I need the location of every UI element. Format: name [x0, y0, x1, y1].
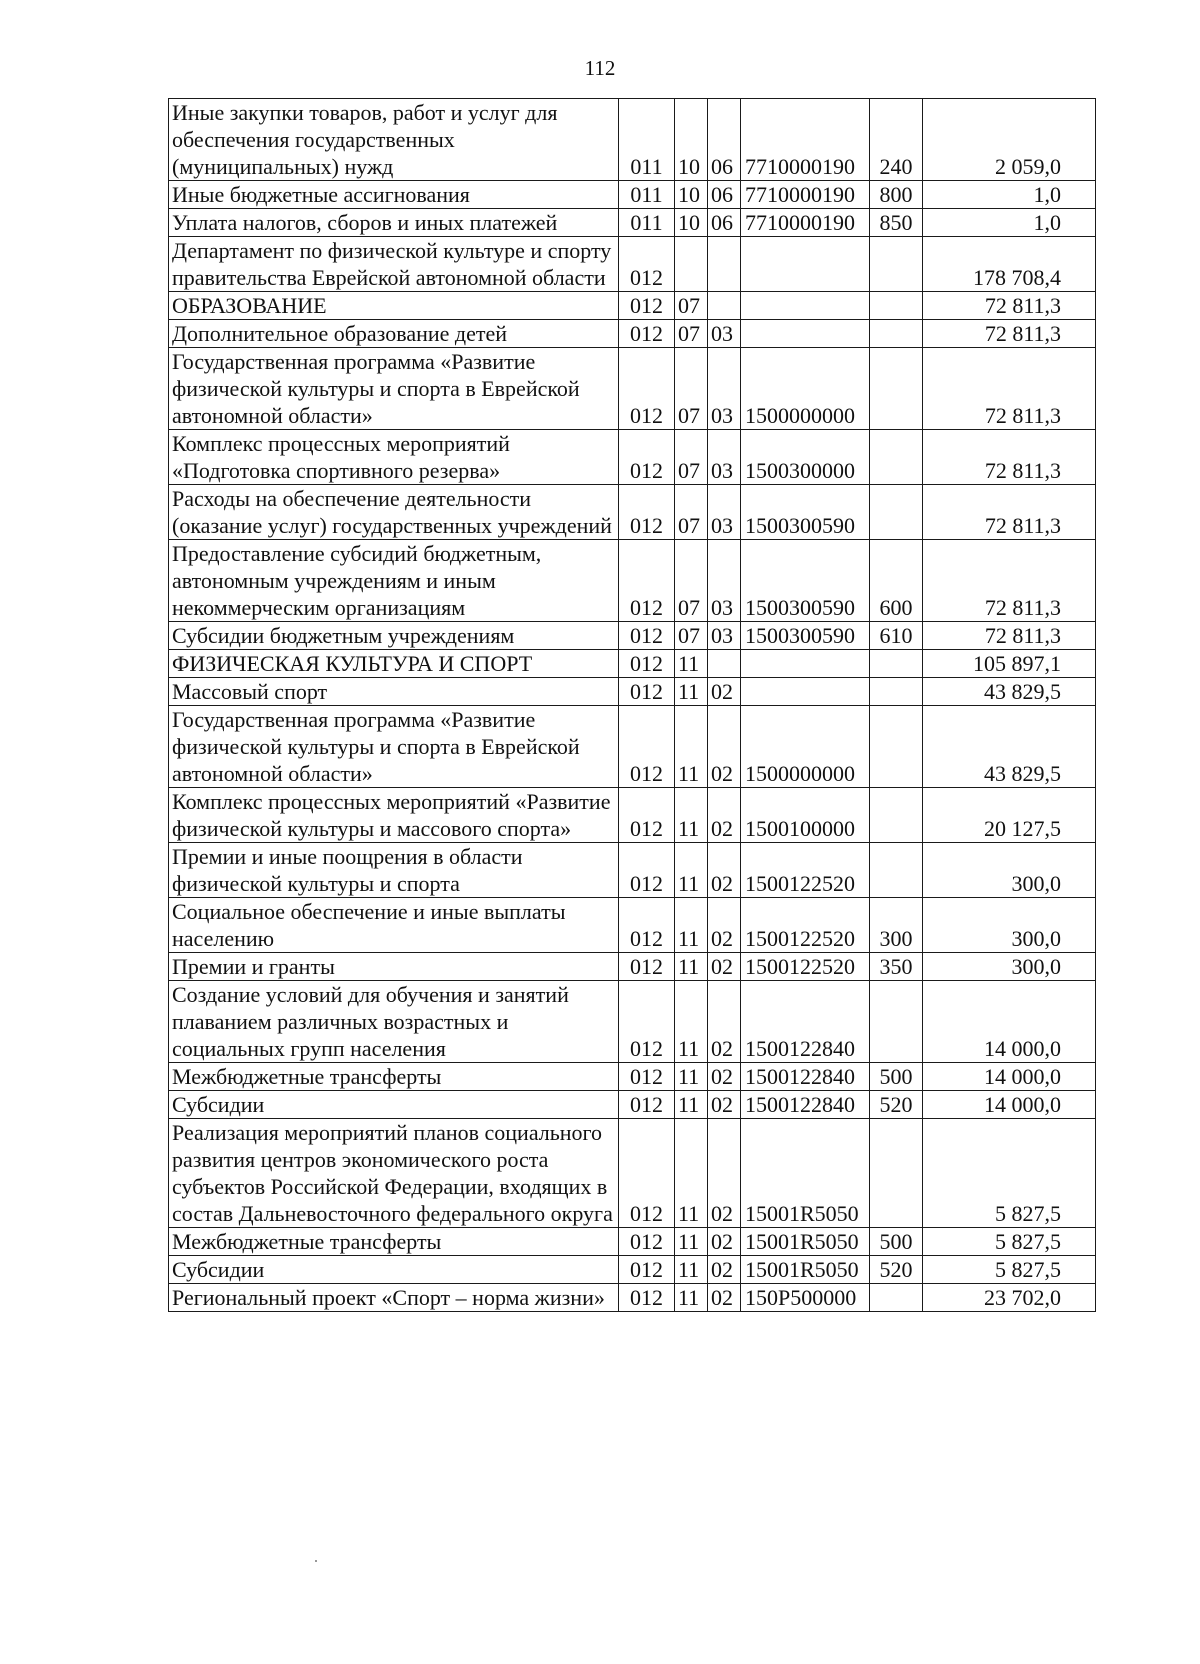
row-pr-cell: 06: [708, 209, 741, 237]
row-pr-cell: 03: [708, 622, 741, 650]
row-ved-cell: 012: [619, 953, 675, 981]
row-ved-cell: 012: [619, 320, 675, 348]
row-name-cell: Иные закупки товаров, работ и услуг для обеспечения государственных (муниципальных) нужд: [169, 99, 619, 181]
row-csr-cell: 1500000000: [741, 348, 870, 430]
row-rz-cell: 11: [675, 953, 708, 981]
row-pr-cell: 03: [708, 430, 741, 485]
row-sum-cell: 5 827,5: [923, 1119, 1096, 1228]
row-sum-cell: 43 829,5: [923, 706, 1096, 788]
row-vr-cell: 850: [870, 209, 923, 237]
row-rz-cell: 07: [675, 622, 708, 650]
row-rz-cell: 11: [675, 1063, 708, 1091]
row-ved-cell: 012: [619, 485, 675, 540]
row-name-cell: Предоставление субсидий бюджетным, автономным учреждениям и иным некоммерческим организациям: [169, 540, 619, 622]
table-row: [169, 650, 1096, 678]
row-rz-cell: 11: [675, 1256, 708, 1284]
row-name-cell: Межбюджетные трансферты: [169, 1228, 619, 1256]
row-name-cell: Создание условий для обучения и занятий плаванием различных возрастных и социальных групп населения: [169, 981, 619, 1063]
row-sum-cell: 20 127,5: [923, 788, 1096, 843]
row-vr-cell: [870, 706, 923, 788]
row-name-cell: ОБРАЗОВАНИЕ: [169, 292, 619, 320]
table-row: [169, 1228, 1096, 1256]
row-name-cell: Социальное обеспечение и иные выплаты населению: [169, 898, 619, 953]
row-csr-cell: 7710000190: [741, 209, 870, 237]
row-pr-cell: 02: [708, 1091, 741, 1119]
table-row: [169, 1119, 1096, 1228]
row-ved-cell: 012: [619, 1228, 675, 1256]
row-vr-cell: [870, 843, 923, 898]
row-name-cell: Субсидии: [169, 1256, 619, 1284]
table-row: [169, 706, 1096, 788]
row-name-cell: Расходы на обеспечение деятельности (оказание услуг) государственных учреждений: [169, 485, 619, 540]
row-pr-cell: 03: [708, 485, 741, 540]
row-csr-cell: 7710000190: [741, 99, 870, 181]
row-sum-cell: 72 811,3: [923, 320, 1096, 348]
row-csr-cell: 1500100000: [741, 788, 870, 843]
row-rz-cell: 11: [675, 706, 708, 788]
row-ved-cell: 012: [619, 430, 675, 485]
row-pr-cell: [708, 650, 741, 678]
table-row: [169, 1091, 1096, 1119]
row-pr-cell: 02: [708, 788, 741, 843]
row-ved-cell: 012: [619, 237, 675, 292]
row-ved-cell: 012: [619, 843, 675, 898]
row-csr-cell: 1500300590: [741, 540, 870, 622]
row-vr-cell: [870, 237, 923, 292]
row-csr-cell: 15001R5050: [741, 1228, 870, 1256]
row-sum-cell: 72 811,3: [923, 622, 1096, 650]
row-pr-cell: 03: [708, 348, 741, 430]
row-rz-cell: 11: [675, 898, 708, 953]
row-vr-cell: 800: [870, 181, 923, 209]
row-vr-cell: 240: [870, 99, 923, 181]
row-name-cell: Премии и гранты: [169, 953, 619, 981]
row-ved-cell: 012: [619, 348, 675, 430]
row-vr-cell: [870, 788, 923, 843]
table-row: [169, 540, 1096, 622]
row-csr-cell: 1500300590: [741, 485, 870, 540]
row-ved-cell: 012: [619, 981, 675, 1063]
row-rz-cell: 11: [675, 650, 708, 678]
row-csr-cell: 15001R5050: [741, 1119, 870, 1228]
row-ved-cell: 012: [619, 678, 675, 706]
row-ved-cell: 012: [619, 1091, 675, 1119]
row-rz-cell: 11: [675, 788, 708, 843]
row-csr-cell: 1500122840: [741, 1091, 870, 1119]
table-row: [169, 209, 1096, 237]
row-pr-cell: 06: [708, 99, 741, 181]
row-csr-cell: 1500122840: [741, 1063, 870, 1091]
row-name-cell: Государственная программа «Развитие физической культуры и спорта в Еврейской автономной области»: [169, 348, 619, 430]
row-rz-cell: 10: [675, 181, 708, 209]
row-sum-cell: 43 829,5: [923, 678, 1096, 706]
row-ved-cell: 012: [619, 1284, 675, 1312]
row-vr-cell: [870, 678, 923, 706]
row-sum-cell: 2 059,0: [923, 99, 1096, 181]
row-csr-cell: [741, 650, 870, 678]
table-row: [169, 1063, 1096, 1091]
row-pr-cell: 02: [708, 1284, 741, 1312]
row-vr-cell: [870, 348, 923, 430]
row-pr-cell: 06: [708, 181, 741, 209]
row-pr-cell: 02: [708, 706, 741, 788]
row-ved-cell: 012: [619, 1256, 675, 1284]
table-row: [169, 678, 1096, 706]
row-csr-cell: 150P500000: [741, 1284, 870, 1312]
row-vr-cell: [870, 1284, 923, 1312]
row-pr-cell: 02: [708, 843, 741, 898]
row-csr-cell: 15001R5050: [741, 1256, 870, 1284]
row-pr-cell: 02: [708, 898, 741, 953]
row-sum-cell: 300,0: [923, 898, 1096, 953]
table-row: [169, 320, 1096, 348]
table-row: [169, 898, 1096, 953]
row-rz-cell: 07: [675, 430, 708, 485]
row-vr-cell: [870, 981, 923, 1063]
row-sum-cell: 300,0: [923, 843, 1096, 898]
row-ved-cell: 012: [619, 622, 675, 650]
row-vr-cell: [870, 292, 923, 320]
row-csr-cell: 1500000000: [741, 706, 870, 788]
row-vr-cell: 600: [870, 540, 923, 622]
row-ved-cell: 011: [619, 99, 675, 181]
row-ved-cell: 012: [619, 1063, 675, 1091]
row-rz-cell: 11: [675, 843, 708, 898]
row-rz-cell: 10: [675, 99, 708, 181]
row-vr-cell: [870, 320, 923, 348]
row-pr-cell: [708, 292, 741, 320]
row-sum-cell: 14 000,0: [923, 1063, 1096, 1091]
table-row: [169, 953, 1096, 981]
row-pr-cell: 02: [708, 953, 741, 981]
row-sum-cell: 14 000,0: [923, 981, 1096, 1063]
row-sum-cell: 300,0: [923, 953, 1096, 981]
row-vr-cell: 300: [870, 898, 923, 953]
row-rz-cell: 11: [675, 1119, 708, 1228]
row-pr-cell: [708, 237, 741, 292]
row-sum-cell: 1,0: [923, 181, 1096, 209]
row-pr-cell: 02: [708, 678, 741, 706]
row-rz-cell: 07: [675, 348, 708, 430]
row-sum-cell: 72 811,3: [923, 348, 1096, 430]
row-sum-cell: 23 702,0: [923, 1284, 1096, 1312]
row-name-cell: Дополнительное образование детей: [169, 320, 619, 348]
row-sum-cell: 178 708,4: [923, 237, 1096, 292]
row-csr-cell: 1500122520: [741, 953, 870, 981]
row-vr-cell: [870, 650, 923, 678]
row-name-cell: Комплекс процессных мероприятий «Подготовка спортивного резерва»: [169, 430, 619, 485]
row-rz-cell: 07: [675, 485, 708, 540]
row-csr-cell: 7710000190: [741, 181, 870, 209]
row-sum-cell: 72 811,3: [923, 540, 1096, 622]
row-name-cell: ФИЗИЧЕСКАЯ КУЛЬТУРА И СПОРТ: [169, 650, 619, 678]
budget-table: [168, 98, 1096, 1312]
row-name-cell: Иные бюджетные ассигнования: [169, 181, 619, 209]
row-rz-cell: 11: [675, 1091, 708, 1119]
row-ved-cell: 012: [619, 650, 675, 678]
row-ved-cell: 012: [619, 1119, 675, 1228]
row-rz-cell: 11: [675, 678, 708, 706]
scan-speck: [315, 1560, 317, 1562]
row-csr-cell: 1500122520: [741, 898, 870, 953]
table-row: [169, 788, 1096, 843]
row-name-cell: Субсидии бюджетным учреждениям: [169, 622, 619, 650]
row-pr-cell: 02: [708, 1228, 741, 1256]
row-pr-cell: 03: [708, 540, 741, 622]
row-ved-cell: 012: [619, 540, 675, 622]
row-sum-cell: 72 811,3: [923, 430, 1096, 485]
row-ved-cell: 012: [619, 706, 675, 788]
row-vr-cell: 500: [870, 1063, 923, 1091]
page-number: 112: [584, 56, 616, 80]
table-row: [169, 348, 1096, 430]
row-csr-cell: [741, 320, 870, 348]
row-rz-cell: 10: [675, 209, 708, 237]
row-name-cell: Межбюджетные трансферты: [169, 1063, 619, 1091]
row-sum-cell: 72 811,3: [923, 485, 1096, 540]
row-vr-cell: 610: [870, 622, 923, 650]
row-csr-cell: 1500300000: [741, 430, 870, 485]
row-sum-cell: 14 000,0: [923, 1091, 1096, 1119]
row-csr-cell: 1500122840: [741, 981, 870, 1063]
row-ved-cell: 012: [619, 292, 675, 320]
row-rz-cell: 07: [675, 540, 708, 622]
row-csr-cell: [741, 678, 870, 706]
row-sum-cell: 5 827,5: [923, 1256, 1096, 1284]
row-vr-cell: 350: [870, 953, 923, 981]
table-row: [169, 981, 1096, 1063]
row-name-cell: Комплекс процессных мероприятий «Развитие физической культуры и массового спорта»: [169, 788, 619, 843]
budget-table-body: [169, 99, 1096, 1312]
row-name-cell: Региональный проект «Спорт – норма жизни»: [169, 1284, 619, 1312]
row-vr-cell: 520: [870, 1256, 923, 1284]
row-pr-cell: 02: [708, 981, 741, 1063]
row-csr-cell: [741, 292, 870, 320]
row-name-cell: Уплата налогов, сборов и иных платежей: [169, 209, 619, 237]
row-vr-cell: 520: [870, 1091, 923, 1119]
row-sum-cell: 72 811,3: [923, 292, 1096, 320]
table-row: [169, 843, 1096, 898]
row-rz-cell: [675, 237, 708, 292]
row-rz-cell: 11: [675, 1228, 708, 1256]
table-row: [169, 1256, 1096, 1284]
table-row: [169, 237, 1096, 292]
table-row: [169, 622, 1096, 650]
row-csr-cell: [741, 237, 870, 292]
row-rz-cell: 11: [675, 1284, 708, 1312]
row-csr-cell: 1500122520: [741, 843, 870, 898]
row-vr-cell: 500: [870, 1228, 923, 1256]
row-name-cell: Реализация мероприятий планов социального развития центров экономического роста субъектов Российской Федерации, входящих в состав Дальневосточного федерального округа: [169, 1119, 619, 1228]
row-sum-cell: 5 827,5: [923, 1228, 1096, 1256]
row-name-cell: Массовый спорт: [169, 678, 619, 706]
row-ved-cell: 012: [619, 898, 675, 953]
table-row: [169, 181, 1096, 209]
table-row: [169, 99, 1096, 181]
row-vr-cell: [870, 485, 923, 540]
row-name-cell: Субсидии: [169, 1091, 619, 1119]
row-pr-cell: 03: [708, 320, 741, 348]
row-sum-cell: 105 897,1: [923, 650, 1096, 678]
row-name-cell: Премии и иные поощрения в области физической культуры и спорта: [169, 843, 619, 898]
row-pr-cell: 02: [708, 1256, 741, 1284]
row-rz-cell: 07: [675, 292, 708, 320]
row-name-cell: Государственная программа «Развитие физической культуры и спорта в Еврейской автономной области»: [169, 706, 619, 788]
row-pr-cell: 02: [708, 1063, 741, 1091]
row-rz-cell: 07: [675, 320, 708, 348]
row-ved-cell: 011: [619, 209, 675, 237]
row-vr-cell: [870, 430, 923, 485]
table-row: [169, 1284, 1096, 1312]
row-vr-cell: [870, 1119, 923, 1228]
row-sum-cell: 1,0: [923, 209, 1096, 237]
row-ved-cell: 012: [619, 788, 675, 843]
table-row: [169, 430, 1096, 485]
row-rz-cell: 11: [675, 981, 708, 1063]
table-row: [169, 485, 1096, 540]
row-csr-cell: 1500300590: [741, 622, 870, 650]
table-row: [169, 292, 1096, 320]
row-ved-cell: 011: [619, 181, 675, 209]
row-pr-cell: 02: [708, 1119, 741, 1228]
row-name-cell: Департамент по физической культуре и спорту правительства Еврейской автономной области: [169, 237, 619, 292]
